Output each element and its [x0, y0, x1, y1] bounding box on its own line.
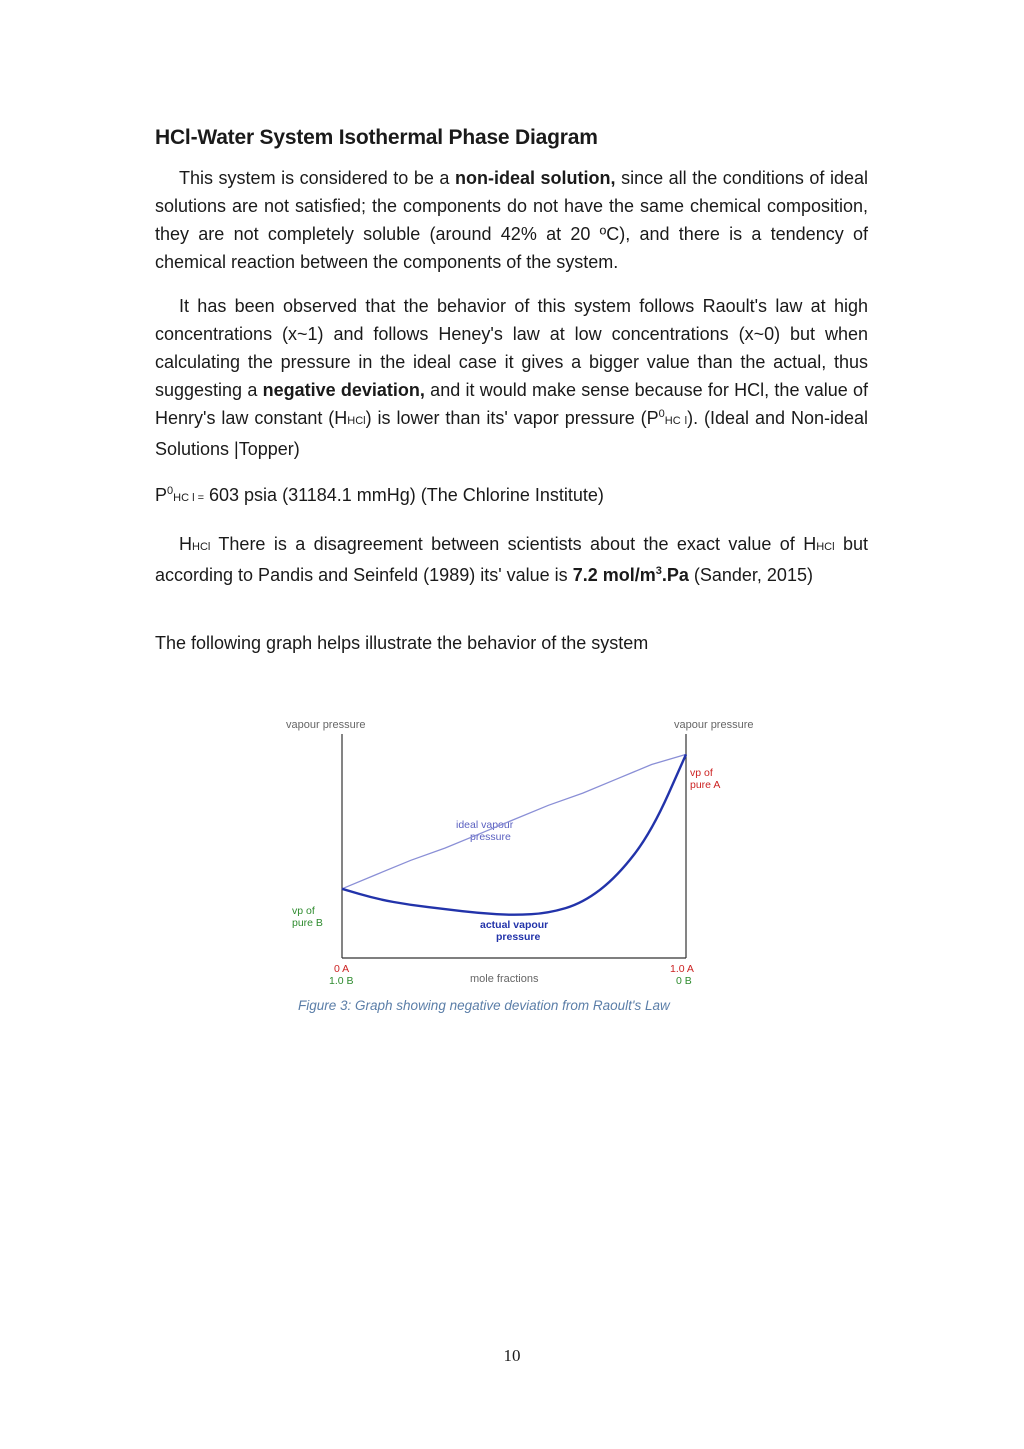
ideal-label-line2: pressure: [470, 831, 511, 843]
pure-b-label-line2: pure B: [292, 917, 323, 929]
series-layer: [342, 754, 686, 914]
right-tick-a: 1.0 A: [670, 963, 694, 975]
ideal-vapour-pressure-line: [342, 754, 686, 888]
section-heading: HCl-Water System Isothermal Phase Diagram: [155, 126, 598, 149]
left-tick-a: 0 A: [334, 963, 350, 975]
figure-caption: Figure 3: Graph showing negative deviation from Raoult's Law: [298, 998, 670, 1013]
pure-a-label-line1: vp of: [690, 767, 713, 779]
paragraph-graph-intro: The following graph helps illustrate the behavior of the system: [155, 633, 649, 653]
paragraph-henry-constant: HHCl There is a disagreement between scientists about the exact value of HHCl but according to Pandis and Seinfeld (1989) its' value is 7.2 mol/$m^3.Pa$ (Sander, 2015): [155, 534, 868, 585]
page-number: 10: [503, 1346, 521, 1365]
pure-b-label-line1: vp of: [292, 905, 315, 917]
right-axis-label: vapour pressure: [674, 719, 754, 731]
page-content: [155, 126, 868, 657]
ideal-label-line1: ideal vapour: [456, 819, 514, 831]
paragraph-non-ideal: This system is considered to be a non-ideal solution, since all the conditions of ideal solutions are not satisfied; the components do not have the same chemical composition, they are not completely soluble (around 42% at 20 ºC), and there is a tendency of chemical reaction between the components of the system.: [155, 168, 868, 272]
actual-vapour-pressure-curve: [342, 754, 686, 914]
bold-negative-deviation: negative deviation,: [262, 380, 425, 400]
raoult-deviation-figure: [282, 716, 754, 988]
left-tick-b: 1.0 B: [329, 975, 354, 987]
pure-a-label-line2: pure A: [690, 779, 721, 791]
x-axis-label: mole fractions: [470, 973, 539, 985]
actual-label-line1: actual vapour: [480, 919, 549, 931]
right-tick-b: 0 B: [676, 975, 692, 987]
vapour-pressure-chart: [282, 716, 754, 988]
paragraph-vapor-pressure-value: $P^0HC$ l = 603 psia (31184.1 mmHg) (The Chlorine Institute): [155, 485, 604, 505]
actual-label-line2: pressure: [496, 931, 541, 943]
paragraph-negative-deviation: It has been observed that the behavior of this system follows Raoult's law at high concentrations (x~1) and follows Heney's law at low concentrations (x~0) but when calculating the pressure in the ideal case it gives a bigger value than the actual, thus suggesting a negative deviation, and it would make sense because for HCl, the value of Henry's law constant (HHCl) is lower than its' vapor pressure ($P^0HC$ l). (Ideal and Non-ideal Solutions |Topper): [155, 296, 869, 459]
left-axis-label: vapour pressure: [286, 719, 366, 731]
bold-non-ideal: non-ideal solution,: [454, 168, 616, 188]
